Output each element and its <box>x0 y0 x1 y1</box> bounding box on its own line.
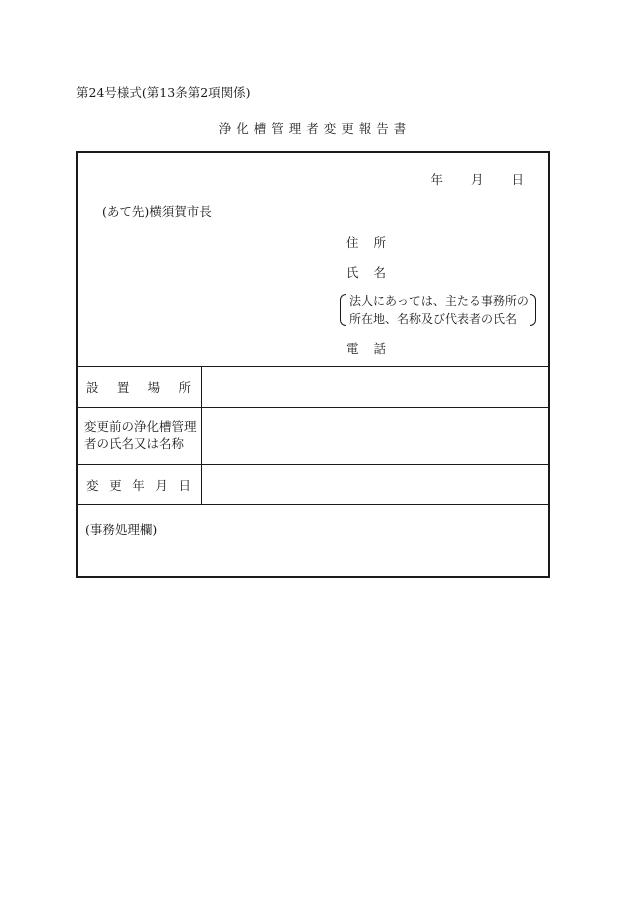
label-char: 月 <box>155 477 168 493</box>
previous-manager-label <box>78 408 202 464</box>
location-input[interactable] <box>202 367 548 407</box>
date-year-label: 年 <box>430 172 443 187</box>
label-char: 所 <box>178 380 191 395</box>
phone-field[interactable] <box>346 339 386 357</box>
label-char: 場 <box>147 380 161 395</box>
previous-manager-row <box>78 408 548 465</box>
corporate-note-line: 法人にあっては、主たる事務所の <box>349 294 529 308</box>
date-line[interactable] <box>430 170 524 188</box>
office-use-section: (事務処理欄) <box>85 522 158 537</box>
date-day-label: 日 <box>511 172 524 187</box>
address-field[interactable] <box>346 233 386 251</box>
label-char: 更 <box>109 477 122 493</box>
form-number: 第24号様式(第13条第2項関係) <box>76 85 251 100</box>
change-date-input[interactable] <box>202 465 548 504</box>
phone-label-char: 電 <box>346 341 359 356</box>
report-form <box>76 151 550 578</box>
location-label <box>78 367 202 407</box>
corporate-note-line: 所在地、名称及び代表者の氏名 <box>349 312 518 326</box>
location-row <box>78 367 548 408</box>
addressee: (あて先)横須賀市長 <box>102 204 212 219</box>
phone-label-char: 話 <box>373 341 387 356</box>
bracket-left <box>340 294 346 326</box>
label-char: 年 <box>132 477 145 493</box>
corporate-note-text <box>349 292 531 328</box>
name-field[interactable] <box>346 263 386 281</box>
date-month-label: 月 <box>470 172 484 187</box>
applicant-section <box>78 153 548 367</box>
label-char: 設 <box>86 380 99 395</box>
name-label-char: 氏 <box>346 265 359 280</box>
document-title: 浄化槽管理者変更報告書 <box>218 121 412 136</box>
label-char: 置 <box>116 380 130 395</box>
previous-manager-input[interactable] <box>202 408 548 464</box>
label-char: 変 <box>86 477 99 493</box>
label-char: 日 <box>178 477 191 493</box>
corporate-note <box>340 292 536 330</box>
address-label-char: 住 <box>346 235 359 250</box>
name-label-char: 名 <box>373 265 387 280</box>
change-date-row <box>78 465 548 505</box>
label-line: 変更前の浄化槽管理 <box>84 419 197 434</box>
label-line: 者の氏名又は名称 <box>84 436 185 451</box>
change-date-label <box>78 465 202 504</box>
bracket-right <box>530 294 536 326</box>
address-label-char: 所 <box>373 235 387 250</box>
